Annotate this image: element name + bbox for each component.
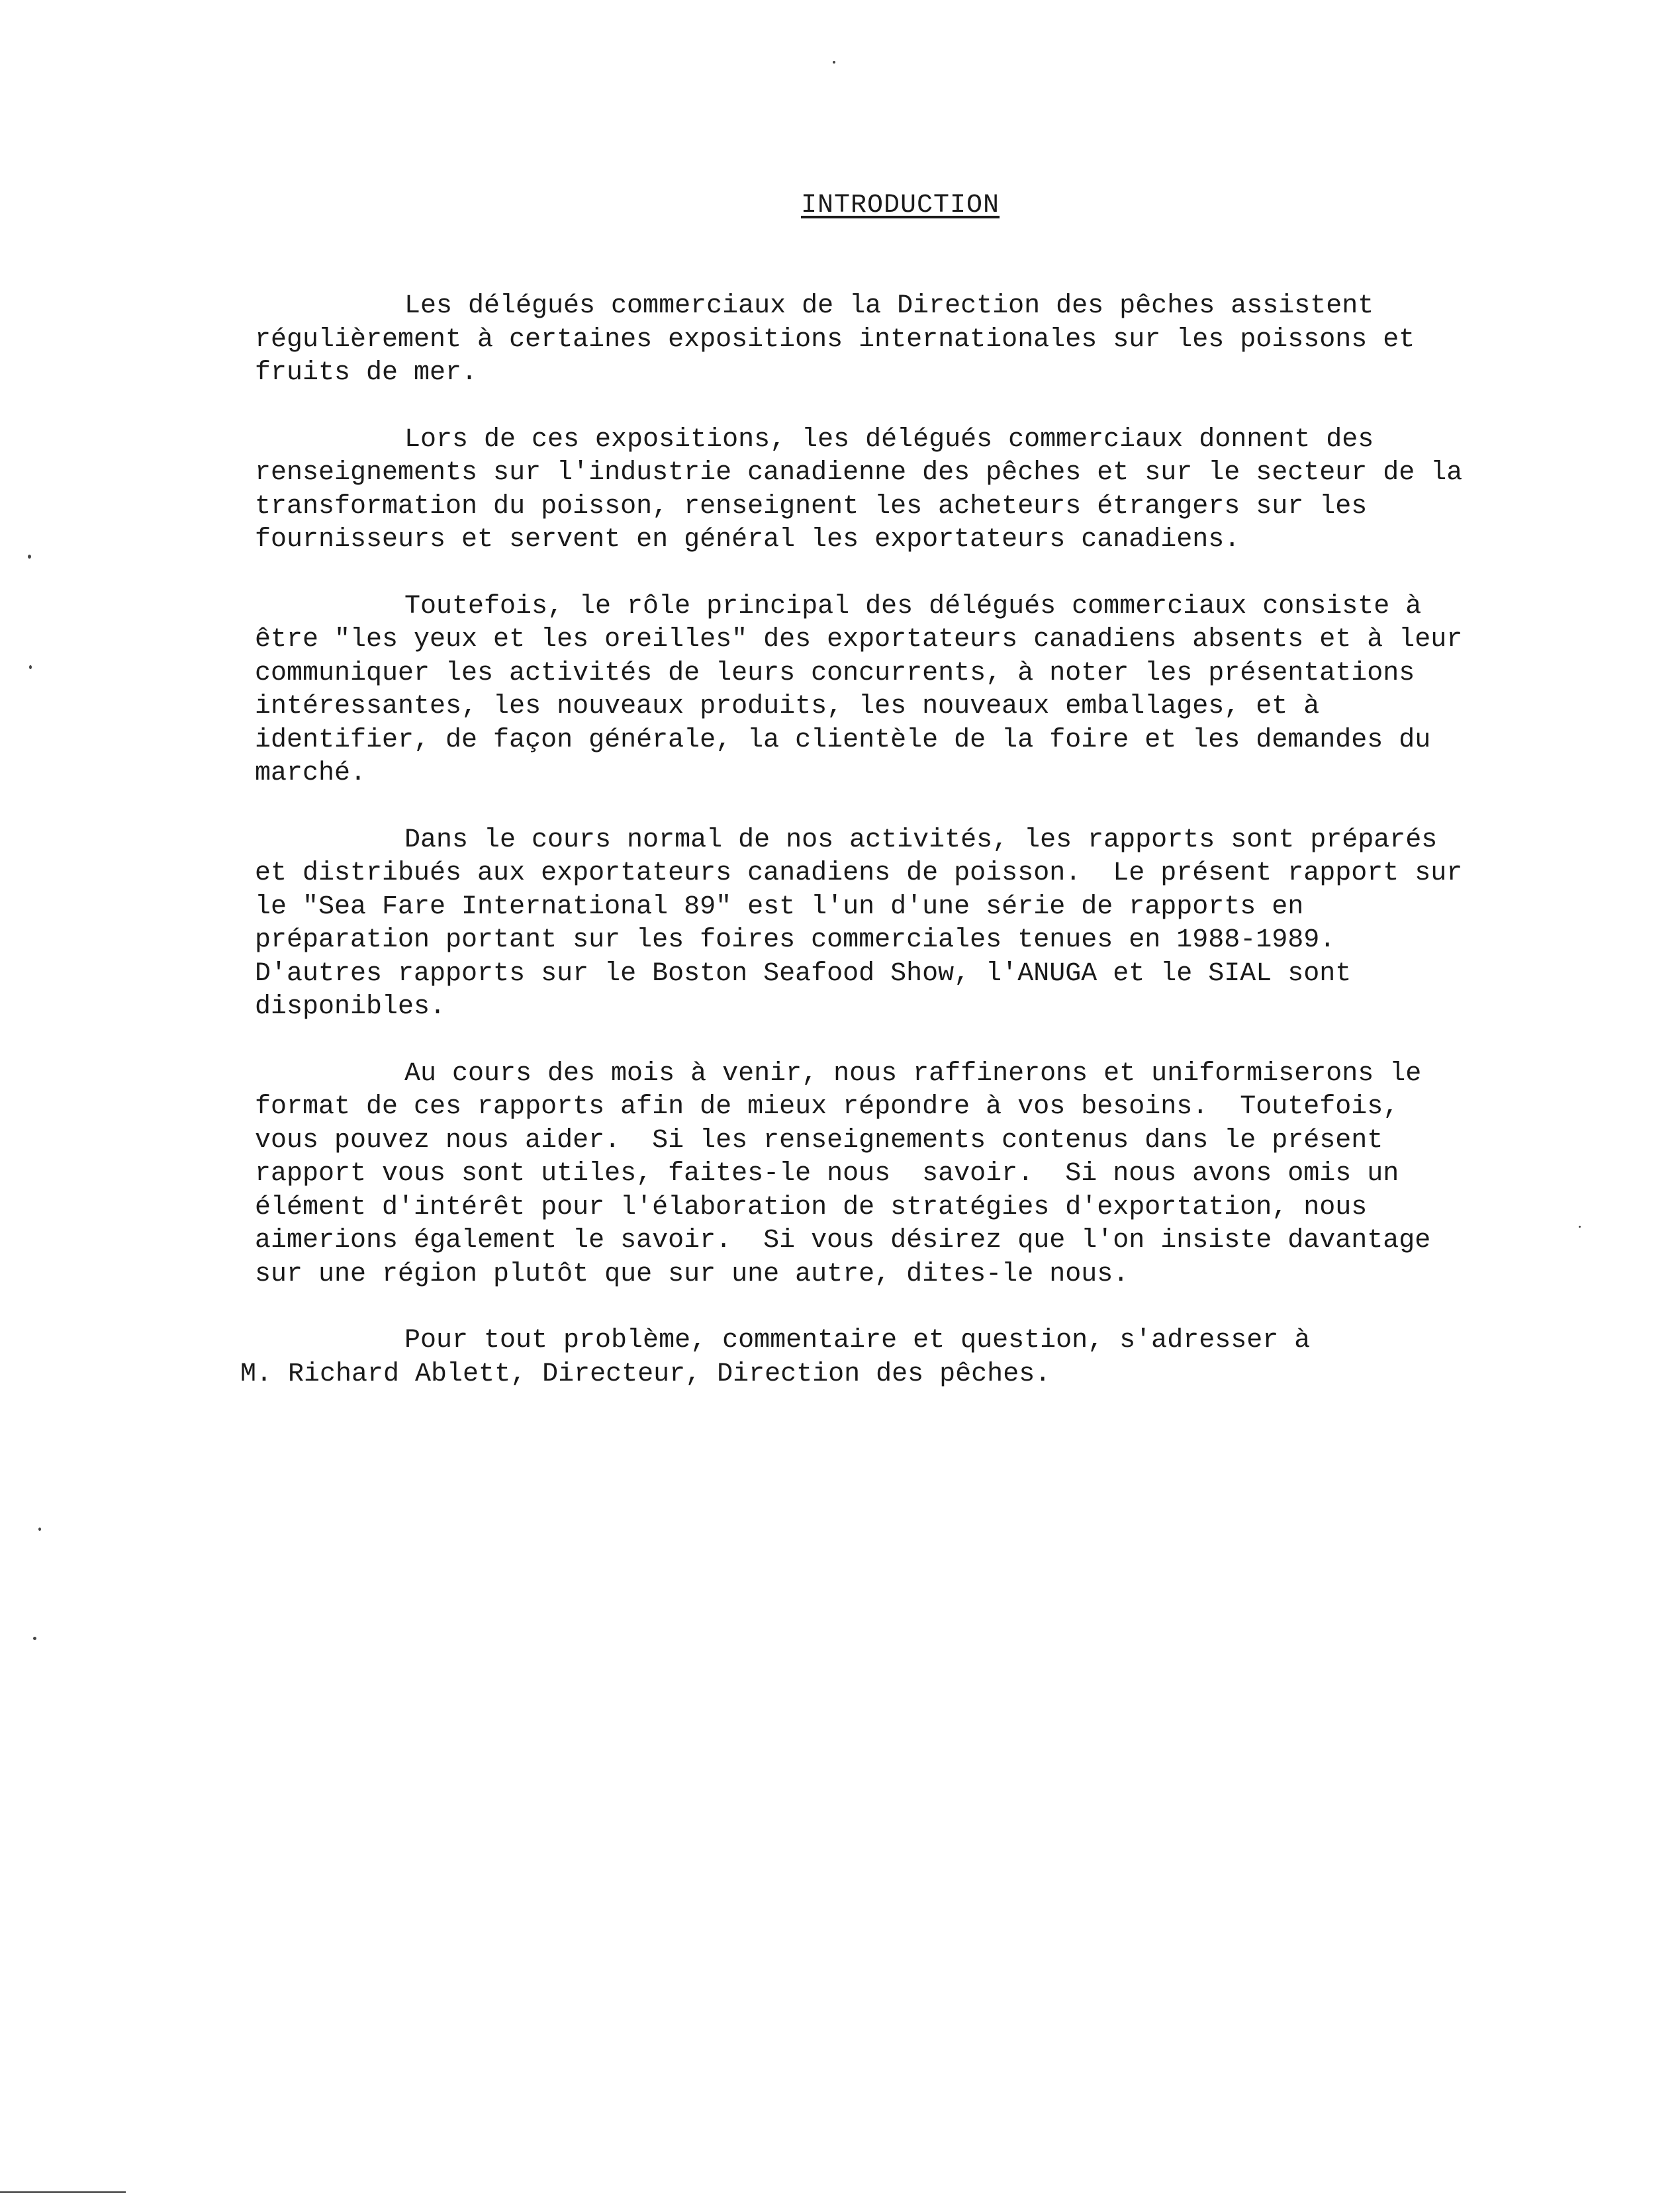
text-line: rapport vous sont utiles, faites-le nous savoir. Si nous avons omis un <box>255 1159 1399 1189</box>
scan-speck <box>38 1528 41 1531</box>
scan-speck <box>1579 1226 1581 1228</box>
text-line: fruits de mer. <box>255 358 478 388</box>
text-line: communiquer les activités de leurs concurrents, à noter les présentations <box>255 658 1415 688</box>
text-line: Pour tout problème, commentaire et question, s'adresser à <box>404 1326 1311 1355</box>
paragraph-role <box>255 590 1552 791</box>
text-line: sur une région plutôt que sur une autre, dites-le nous. <box>255 1259 1129 1289</box>
text-line: disponibles. <box>255 992 446 1022</box>
text-line: transformation du poisson, renseignent les acheteurs étrangers sur les <box>255 491 1368 522</box>
text-line: fournisseurs et servent en général les exportateurs canadiens. <box>255 525 1240 555</box>
document-body <box>240 290 1552 1424</box>
text-line: identifier, de façon générale, la clientèle de la foire et les demandes du <box>255 725 1431 755</box>
text-line: Les délégués commerciaux de la Direction des pêches assistent <box>404 291 1374 321</box>
text-line: aimerions également le savoir. Si vous désirez que l'on insiste davantage <box>255 1226 1431 1256</box>
text-line: intéressantes, les nouveaux produits, les nouveaux emballages, et à <box>255 692 1320 721</box>
text-line: format de ces rapports afin de mieux répondre à vos besoins. Toutefois, <box>255 1092 1399 1122</box>
scan-speck <box>833 61 835 64</box>
page-title: INTRODUCTION <box>801 191 1000 220</box>
paragraph-feedback <box>255 1058 1552 1292</box>
scan-speck <box>29 665 32 669</box>
text-line: élément d'intérêt pour l'élaboration de stratégies d'exportation, nous <box>255 1192 1368 1222</box>
scan-speck <box>33 1637 36 1640</box>
text-line: Toutefois, le rôle principal des délégués commerciaux consiste à <box>404 591 1422 621</box>
text-line: et distribués aux exportateurs canadiens de poisson. Le présent rapport sur <box>255 858 1463 888</box>
paragraph-expositions <box>255 424 1552 557</box>
text-line: Dans le cours normal de nos activités, les rapports sont préparés <box>404 825 1438 855</box>
text-line: le "Sea Fare International 89" est l'un d'une série de rapports en <box>255 892 1304 922</box>
text-line: renseignements sur l'industrie canadienne des pêches et sur le secteur de la <box>255 458 1463 488</box>
contact-line: M. Richard Ablett, Directeur, Direction des pêches. <box>240 1359 1051 1389</box>
corner-rule <box>0 2191 126 2193</box>
text-line: être "les yeux et les oreilles" des exportateurs canadiens absents et à leur <box>255 625 1463 655</box>
text-line: D'autres rapports sur le Boston Seafood Show, l'ANUGA et le SIAL sont <box>255 958 1352 989</box>
text-line: Lors de ces expositions, les délégués commerciaux donnent des <box>404 424 1374 455</box>
text-line: préparation portant sur les foires commerciales tenues en 1988-1989. <box>255 925 1336 955</box>
paragraph-contact <box>240 1324 1552 1391</box>
text-line: marché. <box>255 758 367 788</box>
text-line: régulièrement à certaines expositions internationales sur les poissons et <box>255 324 1415 355</box>
text-line: Au cours des mois à venir, nous raffinerons et uniformiserons le <box>404 1058 1422 1089</box>
paragraph-intro <box>255 290 1552 390</box>
text-line: vous pouvez nous aider. Si les renseignements contenus dans le présent <box>255 1125 1383 1156</box>
scan-speck <box>28 555 31 559</box>
paragraph-reports <box>255 824 1552 1025</box>
